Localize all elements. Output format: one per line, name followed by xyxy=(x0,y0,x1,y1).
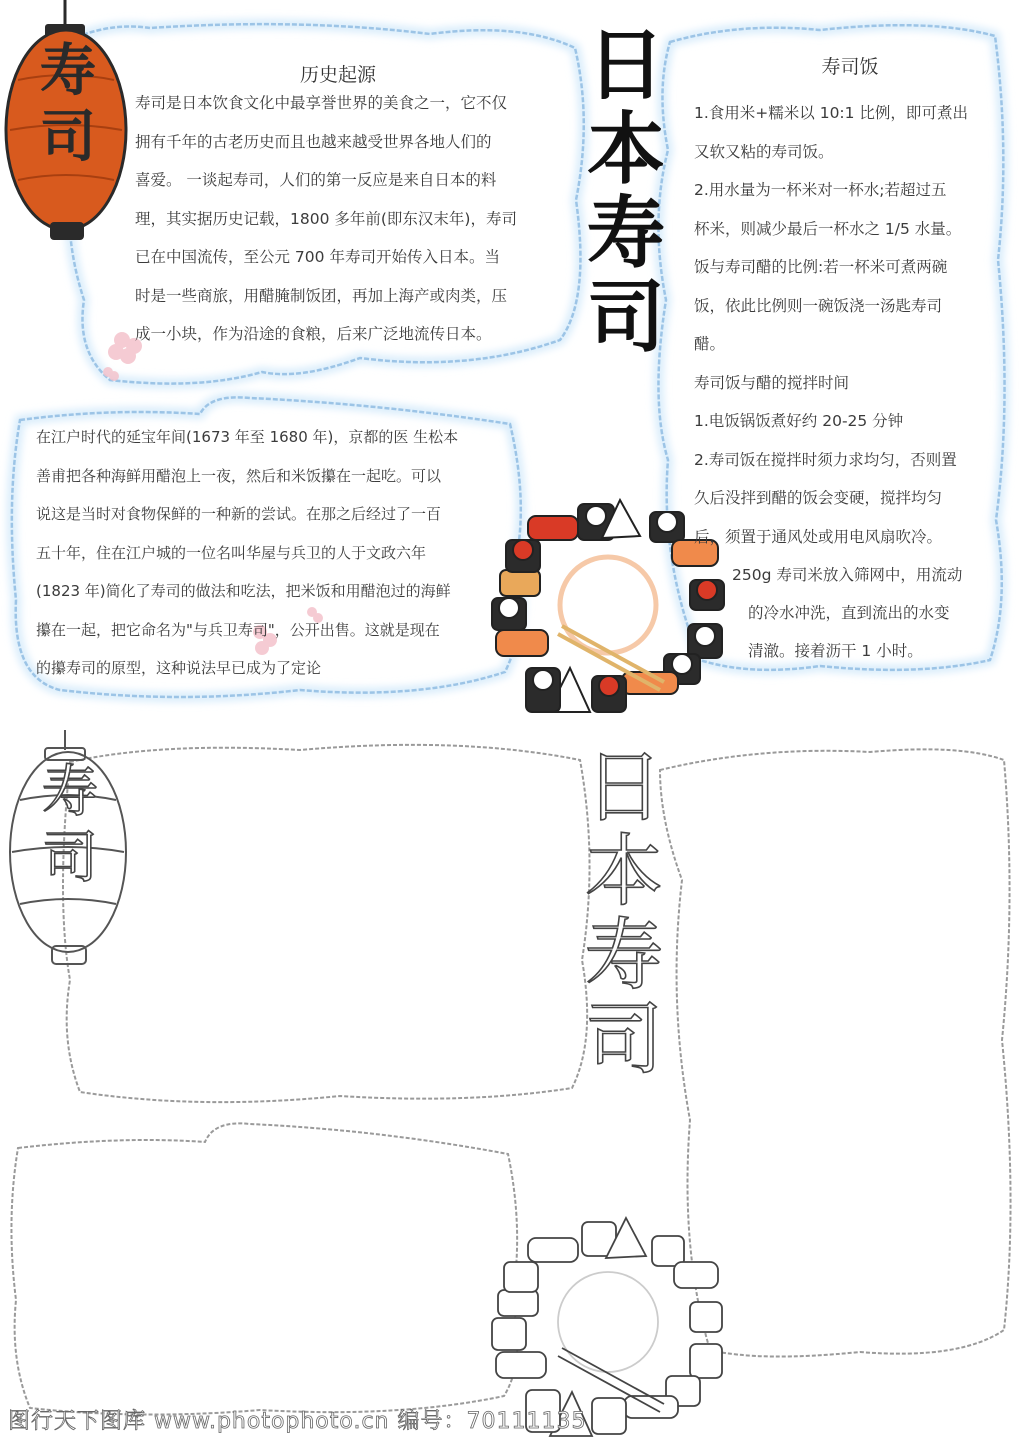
edo-line: 善甫把各种海鲜用醋泡上一夜，然后和米饭攥在一起吃。可以 xyxy=(36,466,442,485)
rice-step3-line-2: 的冷水冲洗，直到流出的水变 xyxy=(748,604,950,622)
rice-heading: 寿司饭 xyxy=(821,56,879,78)
rice-line: 杯米，则减少最后一杯水之 1/5 水量。 xyxy=(694,219,962,238)
lantern-char-1: 寿 xyxy=(40,38,96,104)
rice-line: 1.电饭锅饭煮好约 20-25 分钟 xyxy=(694,412,904,430)
history-body xyxy=(135,84,575,354)
edo-line: 攥在一起，把它命名为"与兵卫寿司"，公开出售。这就是现在 xyxy=(36,620,440,639)
history-line: 时是一些商旅，用醋腌制饭团，再加上海产或肉类，压 xyxy=(135,286,508,305)
rice-line: 2.用水量为一杯米对一杯水;若超过五 xyxy=(694,181,947,199)
rice-line: 后，须置于通风处或用电风扇吹冷。 xyxy=(694,527,943,546)
rice-step3-line-3: 清澈。接着沥干 1 小时。 xyxy=(748,642,923,660)
edo-line: 的攥寿司的原型，这种说法早已成为了定论 xyxy=(36,659,322,677)
rice-line: 饭，依此比例则一碗饭浇一汤匙寿司 xyxy=(694,296,943,315)
watermark: 图行天下图库 www.photophoto.cn 编号：70111135 xyxy=(8,1409,587,1434)
title-char-2: 本 xyxy=(586,104,665,195)
rice-line: 又软又粘的寿司饭。 xyxy=(694,142,834,161)
edo-line: 五十年，住在江户城的一位名叫华屋与兵卫的人于文政六年 xyxy=(36,543,427,562)
rice-body xyxy=(694,94,1004,556)
edo-line: (1823 年)简化了寿司的做法和吃法，把米饭和用醋泡过的海鲜 xyxy=(36,582,451,600)
lantern-outline-char-2: 司 xyxy=(42,826,98,891)
title-outline-char-4: 司 xyxy=(584,995,663,1085)
page-title-outline xyxy=(574,743,674,1085)
edo-line: 在江户时代的延宝年间(1673 年至 1680 年)，京都的医 生松本 xyxy=(36,428,459,446)
lantern-label-outline xyxy=(30,760,110,892)
rice-line: 1.食用米+糯米以 10:1 比例，即可煮出 xyxy=(694,104,968,122)
title-outline-char-2: 本 xyxy=(584,827,663,917)
rice-line: 醋。 xyxy=(694,335,726,353)
history-heading: 历史起源 xyxy=(299,64,376,86)
edo-line: 说这是当时对食物保鲜的一种新的尝试。在那之后经过了一百 xyxy=(36,505,442,523)
title-outline-char-3: 寿 xyxy=(584,911,663,1001)
rice-line: 2.寿司饭在搅拌时须力求均匀，否则置 xyxy=(694,450,957,469)
rice-line: 久后没拌到醋的饭会变硬，搅拌均匀 xyxy=(694,489,943,507)
lantern-outline-char-1: 寿 xyxy=(42,760,98,825)
rice-line: 寿司饭与醋的搅拌时间 xyxy=(694,373,850,392)
rice-line: 饭与寿司醋的比例:若一杯米可煮两碗 xyxy=(694,258,948,276)
sushi-ring-colored xyxy=(492,500,724,712)
title-outline-char-1: 日 xyxy=(584,743,663,833)
lantern-char-2: 司 xyxy=(40,104,96,170)
history-line: 已在中国流传，至公元 700 年寿司开始传入日本。当 xyxy=(135,248,500,266)
title-char-4: 司 xyxy=(586,272,665,363)
lantern-label xyxy=(28,38,108,170)
history-line: 拥有千年的古老历史而且也越来越受世界各地人们的 xyxy=(135,132,492,151)
history-line: 寿司是日本饮食文化中最享誉世界的美食之一，它不仅 xyxy=(135,94,508,112)
history-line: 成一小块，作为沿途的食粮，后来广泛地流传日本。 xyxy=(135,325,492,343)
edo-body xyxy=(36,418,516,688)
rice-step3-line-1: 250g 寿司米放入筛网中，用流动 xyxy=(732,566,963,584)
title-char-1: 日 xyxy=(586,20,665,111)
history-line: 理，其实据历史记载，1800 多年前(即东汉末年)，寿司 xyxy=(135,209,517,228)
history-line: 喜爱。 一谈起寿司，人们的第一反应是来自日本的料 xyxy=(135,171,497,189)
title-char-3: 寿 xyxy=(586,188,665,279)
page-title xyxy=(576,20,676,363)
